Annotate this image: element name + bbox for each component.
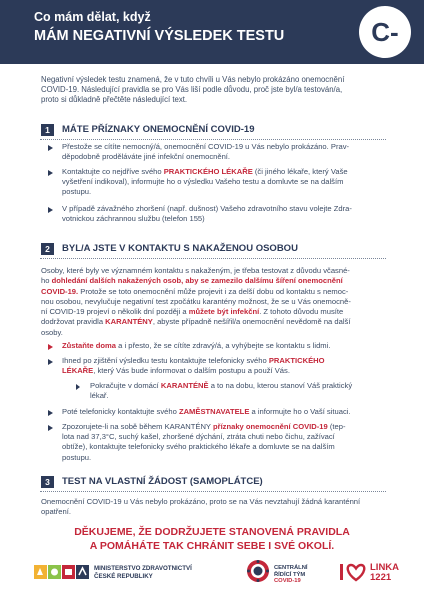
crisis-team-name: CENTRÁLNÍ ŘÍDÍCÍ TÝM COVID-19 xyxy=(274,565,308,585)
ministry-logo-icon xyxy=(34,563,90,581)
section-2-item-1: Zůstaňte doma a i přesto, že se cítíte zdravý/á, a vyhýbejte se kontaktu s lidmi. xyxy=(62,341,331,350)
intro-text xyxy=(41,75,391,105)
section-2-paragraph: Osoby, které byly ve významném kontaktu s nakaženým, je třeba testovat z důvodu včasné- ho dohledání dalších nakažených osob, aby se zamezilo dalšímu šíření onemocnění COVID-19. Protože se toto onemocnění může projevit i za delší dobu od kontaktu s nemoc- nou osobou, nevylučuje negativní test zpočátku karantény možnost, že se u Vás onemocně- ní COVID-19 projeví o několik dní později a můžete být infekční. Z tohoto důvodu musíte dodržovat pravidla KARANTÉNY, abyste případně nešířil/a onemocnění nevědomě na další osoby. xyxy=(41,266,351,337)
section-1-number: 1 xyxy=(41,124,54,136)
crisis-team-logo-icon xyxy=(246,559,270,583)
result-badge: C- xyxy=(359,6,411,58)
hotline-label: LINKA 1221 xyxy=(370,562,400,583)
section-3-title: TEST NA VLASTNÍ ŽÁDOST (SAMOPLÁTCE) xyxy=(62,476,263,487)
section-1-title: MÁTE PŘÍZNAKY ONEMOCNĚNÍ COVID-19 xyxy=(62,124,255,135)
header-subtitle: Co mám dělat, když xyxy=(34,10,151,24)
ministry-name: MINISTERSTVO ZDRAVOTNICTVÍ ČESKÉ REPUBLIKY xyxy=(94,565,192,580)
section-3-text: Onemocnění COVID-19 u Vás nebylo prokázáno, proto se na Vás nevztahují žádná karanténní opatření. xyxy=(41,497,361,517)
section-1-item-1: Přestože se cítíte nemocný/á, onemocnění COVID-19 u Vás nebylo prokázáno. Prav- děpodobně proděláváte jiné infekční onemocnění. xyxy=(62,142,350,162)
section-divider xyxy=(40,491,386,492)
section-2-item-3: Poté telefonicky kontaktujte svého ZAMĚSTNAVATELE a informujte ho o Vaší situaci. xyxy=(62,407,351,416)
section-3-number: 3 xyxy=(41,476,54,488)
page-header xyxy=(0,0,424,64)
bullet-arrow-icon xyxy=(48,170,53,176)
sub-bullet-arrow-icon xyxy=(76,384,80,390)
bullet-arrow-icon xyxy=(48,359,53,365)
bullet-arrow-icon xyxy=(48,344,53,350)
thanks-line-1: DĚKUJEME, ŽE DODRŽUJETE STANOVENÁ PRAVIDLA xyxy=(74,526,350,538)
section-2-item-2: Ihned po zjištění výsledku testu kontaktujte telefonicky svého PRAKTICKÉHO LÉKAŘE, který Vás bude informovat o dalším postupu a použí Vás. xyxy=(62,356,325,376)
intro-line: proto si důkladně přečtěte následující text. xyxy=(41,95,188,104)
intro-line: COVID-19. Následující pravidla se pro Vás liší podle důvodu, proč jste byl/a testován/a, xyxy=(41,85,343,94)
section-divider xyxy=(40,258,386,259)
hotline-heart-icon xyxy=(340,562,366,582)
thanks-line-2: A POMÁHÁTE TAK CHRÁNIT SEBE I SVÉ OKOLÍ. xyxy=(89,540,335,552)
section-1-item-2: Kontaktujte co nejdříve svého PRAKTICKÉHO LÉKAŘE (či jiného lékaře, který Vaše vyšetření indikoval), informujte ho o výsledku Vašeho testu a domluvte se na dalším postupu. xyxy=(62,167,348,197)
section-2-number: 2 xyxy=(41,243,54,255)
section-2-title: BYL/A JSTE V KONTAKTU S NAKAŽENOU OSOBOU xyxy=(62,243,298,254)
bullet-arrow-icon xyxy=(48,410,53,416)
header-title: MÁM NEGATIVNÍ VÝSLEDEK TESTU xyxy=(34,28,285,44)
section-2-item-4: Zpozorujete-li na sobě během KARANTÉNY příznaky onemocnění COVID-19 (tep- lota nad 37,3°C, suchý kašel, zhoršené dýchání, ztráta chuti nebo čichu, zažívací obtíže), kontaktujte telefonicky svého praktického lékaře a domluvte se na dalším postupu. xyxy=(62,422,346,462)
bullet-arrow-icon xyxy=(48,145,53,151)
bullet-arrow-icon xyxy=(48,207,53,213)
intro-line: Negativní výsledek testu znamená, že v tuto chvíli u Vás nebylo prokázáno onemocnění xyxy=(41,75,345,84)
bullet-arrow-icon xyxy=(48,425,53,431)
section-2-subitem: Pokračujte v domácí KARANTÉNĚ a to na dobu, kterou stanoví Váš praktický lékař. xyxy=(90,381,353,401)
practitioner-highlight: PRAKTICKÉHO LÉKAŘE xyxy=(163,167,253,176)
section-divider xyxy=(40,139,386,140)
section-1-item-3: V případě závažného zhoršení (např. dušnost) Vašeho zdravotního stavu volejte Zdra- votnickou záchrannou službu (telefon 155) xyxy=(62,204,352,224)
